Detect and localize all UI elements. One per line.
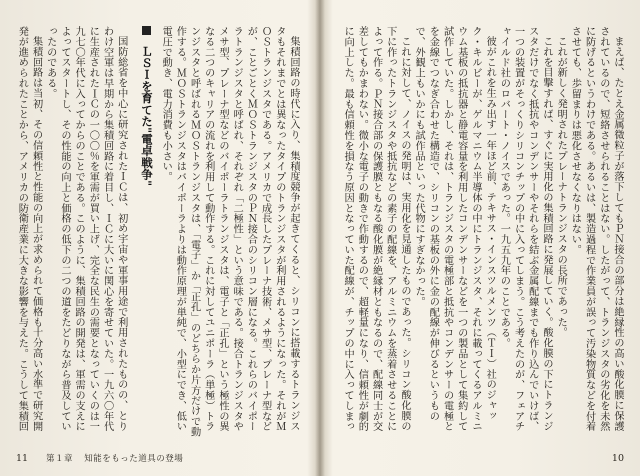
square-bullet-icon <box>142 26 151 35</box>
paragraph: 国防総省を中心に研究されたＩＣは、初め宇宙や軍事用途で利用されたものの、とりわけ空軍は早期から集積回路に着目し、ＩＣに大いに関心を寄せていた。一九六〇年代に生産されたＩＣの一〇〇％を軍需が買い上げ、完全な民生の需要となっていくのは一九七〇年代に入ってからのことである。このように、集積回路の開発は、軍需の支えによってスタートし、その性能の向上と価格の低下の二つの道をたどりながら普及していったのである。 <box>44 26 127 432</box>
paragraph: 彼がこれを生み出す一年ほど前、テキサス・インスツルメンツ（ＴＩ）社のジャック・キルビーが、ゲルマニウム半導体の中にトランジスタ、それに載ってくるアルミニウム基板の抵抗器と静電容量を利用したコンデンサーなどを一つの製品として集約して試作していた。しかし、それは、トランジスタの電極部と抵抗やコンデンサーの電極とを金線でつなぎ合わせた構造で、シリコンの基板の外に金の配線が伸びるというもので、外観上もいかにも試作品といった代物にすぎなかった。 <box>413 26 496 432</box>
page-number-left: 11 <box>16 453 29 464</box>
running-head-chapter: 第１章 <box>46 454 74 464</box>
page-number-right: 10 <box>611 453 624 464</box>
running-head <box>46 452 191 464</box>
section-heading-text: ＬＳＩを育てた"電卓戦争" <box>139 45 154 187</box>
right-page-body <box>340 26 624 438</box>
paragraph: これが新しく発明されたプレーナトランジスタの長所であった。 <box>555 36 567 338</box>
left-page <box>0 0 318 476</box>
right-page <box>322 0 640 476</box>
section-heading <box>140 26 154 186</box>
paragraph: 集積回路の時代に入り、集積度競争が起きてくると、シリコンに搭載するトランジスタもそれまでとは異なったタイプのトランジスタが利用されるようになった。それがＭＯＳトランジスタである。アメリカで成長したプレーナ技術、メサ型、プレーナ型などが、ことごとくＭＯＳトランジスタのＰＮ接合のシリコン層になる。これらのバイポーラトランジスタと呼ばれ、それぞれ「二極性」という意味である。接合トランジスタやメサ型、プレーナ型などのバイポーラトランジスタは、電子と「正孔」という極性の異なる二つのキャリアの流れを利用して動作する。これに対してユニポーラ（単極）トランジスタと呼ばれるＭＯＳトランジスタは、「電子」か「正孔」のどちらか片方だけで動作する。ＭＯＳトランジスタはバイポーラよりは動作原理が単純で、小型にでき、低い電圧で動き、電力消費も小さい。 <box>160 26 299 437</box>
paragraph: 集積回路は当初、その信頼性と性能の向上が求められて価格も十分高い水準で研究開発が進められたことから、アメリカの防衛産業に大きな影響を与えた。こうして集積回 <box>16 26 42 432</box>
paragraph: これを目撃すれば、すぐに実用化の集積回路に発展していく。酸化膜の下にトランジスタだけでなく抵抗やコンデンサーやそれらを結ぶ金属配線までも作り込んでいけば、一つの装置がそっくりシリコンチップの中に入ってしまう。こう考えたのが、フェアチャイルド社のロバート・ノイスであった。一九五九年のことである。 <box>498 26 552 432</box>
running-head-title: 知能をもった道具の登場 <box>84 454 184 464</box>
left-page-body <box>16 26 300 438</box>
paragraph: まえば、たとえ金属微粒子が落下してもＰＮ接合の部分は絶縁性の高い酸化膜に保護されているので、短絡させられることはない。したがって、トランジスタの劣化を未然に防げるというわけである。あるいは、製造過程で作業員が誤って汚染物質などを付着させても、歩留まりは悪化させなくなりはない。 <box>569 26 623 432</box>
paragraph: これに対して、ノイスの発明は、実用化を見通したものであった。シリコン酸化膜の下に作ったトランジスタや抵抗などの素子の配線を、アルミニウムを蒸着させることによって作る。ＰＮ接合部の保護膜ともなる酸化膜が絶縁材ともなるので、配線同士が交差してもかまわない。微小な電子の動きで作動するので、超軽量になり、信頼性が劇的に向上した。最も信頼性を損なう原因となっていた配線が、チップの中に入ってしまっ <box>342 26 410 432</box>
